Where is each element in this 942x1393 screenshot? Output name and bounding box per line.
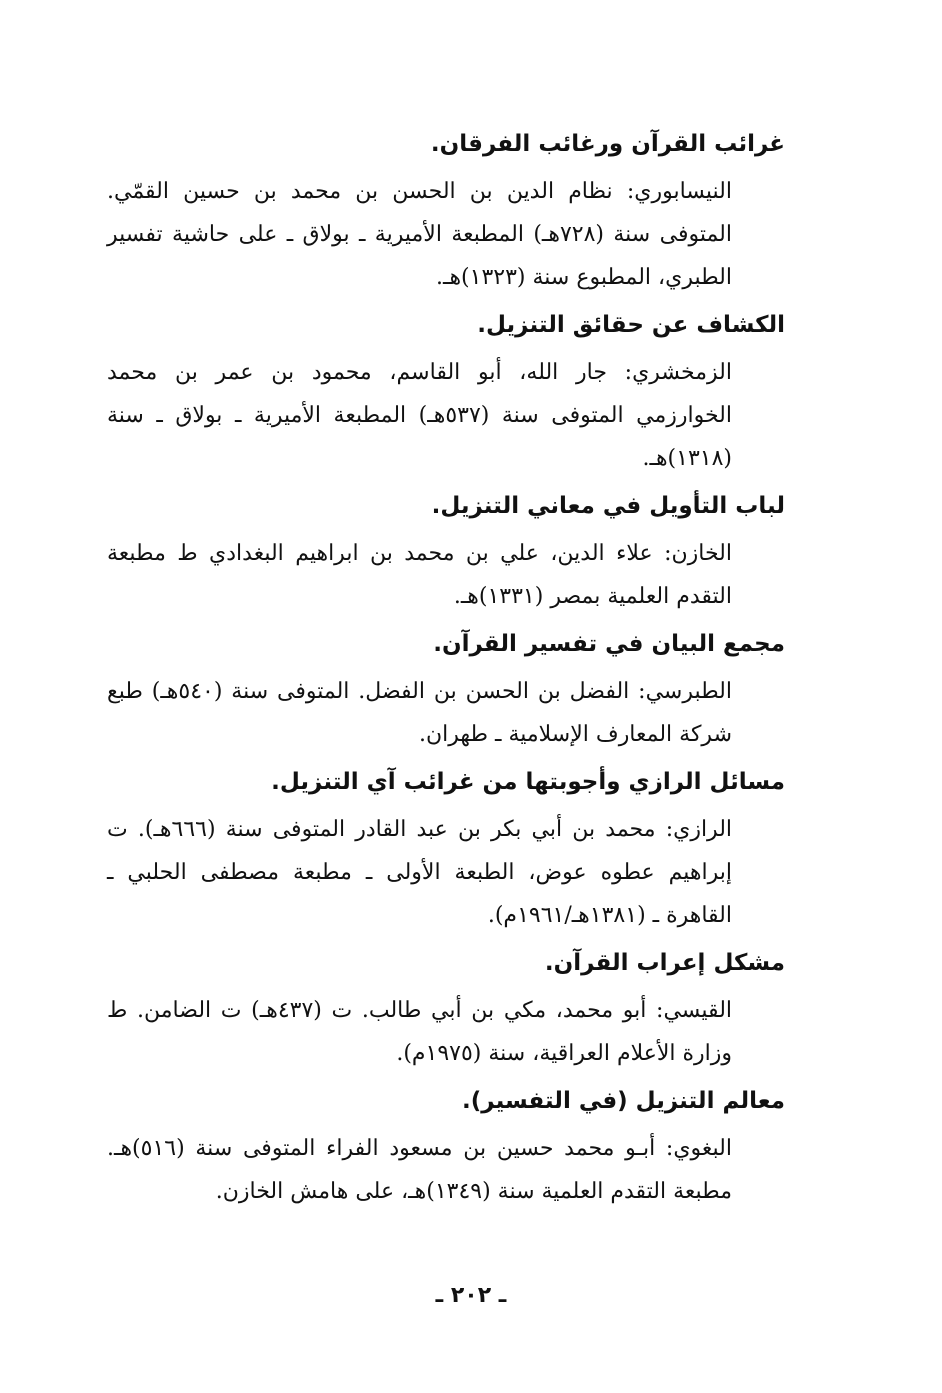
entry-title: الكشاف عن حقائق التنزيل. (477, 312, 785, 338)
entry-body: الزمخشري: جار الله، أبو القاسم، محمود بن عمر بن محمد الخوارزمي المتوفى سنة (٥٣٧هـ) المطبعة الأميرية ـ بولاق ـ سنة (١٣١٨)هـ. (107, 360, 732, 471)
entry-title: مجمع البيان في تفسير القرآن. (433, 631, 785, 657)
bibliography-entry-2 (107, 303, 785, 480)
bibliography-entry-6 (107, 941, 785, 1075)
bibliography-entry-4 (107, 622, 785, 756)
bibliography-entry-7 (107, 1079, 785, 1213)
entry-title: مسائل الرازي وأجوبتها من غرائب آي التنزيل. (271, 769, 785, 795)
entry-body: النيسابوري: نظام الدين بن الحسن بن محمد بن حسين القمّي. المتوفى سنة (٧٢٨هـ) المطبعة الأميرية ـ بولاق ـ على حاشية تفسير الطبري، المطبوع سنة (١٣٢٣)هـ. (107, 179, 732, 290)
entry-body: الخازن: علاء الدين، علي بن محمد بن ابراهيم البغدادي ط مطبعة التقدم العلمية بمصر (١٣٣١)هـ. (107, 541, 732, 609)
page-number: ـ ٢٠٢ ـ (435, 1283, 507, 1308)
bibliography-entry-3 (107, 484, 785, 618)
entry-title: مشكل إعراب القرآن. (544, 950, 785, 976)
entry-title: غرائب القرآن ورغائب الفرقان. (430, 131, 785, 157)
entry-body: الرازي: محمد بن أبي بكر بن عبد القادر المتوفى سنة (٦٦٦هـ). ت إبراهيم عطوه عوض، الطبعة الأولى ـ مطبعة مصطفى الحلبي ـ القاهرة ـ (١٣٨١هـ/١٩٦١م). (107, 817, 733, 928)
page-content (107, 122, 785, 1217)
bibliography-entry-1 (107, 122, 785, 299)
entry-title: لباب التأويل في معاني التنزيل. (431, 493, 785, 519)
entry-body: الطبرسي: الفضل بن الحسن بن الفضل. المتوفى سنة (٥٤٠هـ) طبع شركة المعارف الإسلامية ـ طهران. (107, 679, 732, 747)
bibliography-entry-5 (107, 760, 785, 937)
entry-body: القيسي: أبو محمد، مكي بن أبي طالب. ت (٤٣٧هـ) ت الضامن. ط وزارة الأعلام العراقية، سنة (١٩٧٥م). (107, 998, 733, 1066)
entry-body: البغوي: أبـو محمد حسين بن مسعود الفراء المتوفى سنة (٥١٦)هـ. مطبعة التقدم العلمية سنة (١٣٤٩)هـ، على هامش الخازن. (107, 1136, 732, 1204)
entry-title: معالم التنزيل (في التفسير). (462, 1088, 785, 1114)
